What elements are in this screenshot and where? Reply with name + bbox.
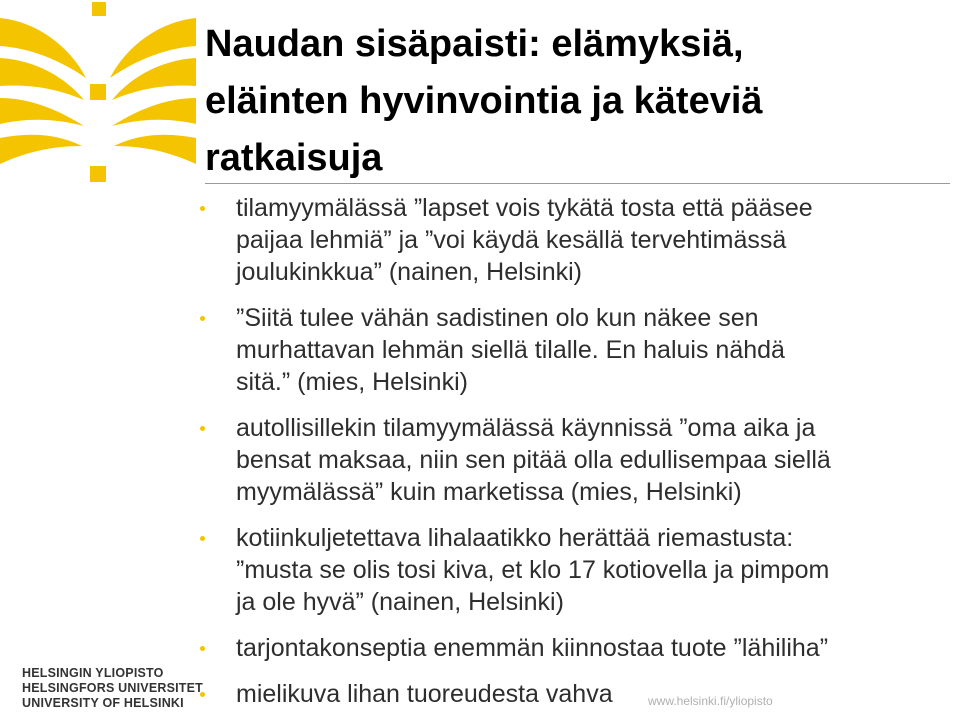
university-flame-logo-icon xyxy=(0,0,200,200)
bullet-line: myymälässä” kuin marketissa (mies, Helsinki) xyxy=(236,478,742,506)
bullet-dot-icon xyxy=(200,536,205,541)
bullet-line: bensat maksaa, niin sen pitää olla edullisempaa siellä xyxy=(236,446,831,474)
bullet-item xyxy=(198,678,958,710)
title-divider xyxy=(205,183,950,184)
title-line: eläinten hyvinvointia ja käteviä xyxy=(205,80,763,122)
bullet-line: tarjontakonseptia enemmän kiinnostaa tuote ”lähiliha” xyxy=(236,634,829,662)
bullet-line: ja ole hyvä” (nainen, Helsinki) xyxy=(236,588,564,616)
bullet-line: murhattavan lehmän siellä tilalle. En haluis nähdä xyxy=(236,336,785,364)
bullet-line: paijaa lehmiä” ja ”voi käydä kesällä tervehtimässä xyxy=(236,226,787,254)
university-name-line: HELSINGIN YLIOPISTO xyxy=(22,666,164,680)
bullet-line: tilamyymälässä ”lapset vois tykätä tosta että pääsee xyxy=(236,194,813,222)
bullet-line: mielikuva lihan tuoreudesta vahva xyxy=(236,680,613,708)
bullet-line: joulukinkkua” (nainen, Helsinki) xyxy=(236,258,582,286)
bullet-item xyxy=(198,632,958,664)
bullet-list xyxy=(198,192,958,724)
university-name-line: UNIVERSITY OF HELSINKI xyxy=(22,696,184,710)
title-line: ratkaisuja xyxy=(205,137,383,179)
title-line: Naudan sisäpaisti: elämyksiä, xyxy=(205,23,744,65)
bullet-line: kotiinkuljetettava lihalaatikko herättää riemastusta: xyxy=(236,524,794,552)
bullet-line: autollisillekin tilamyymälässä käynnissä ”oma aika ja xyxy=(236,414,816,442)
university-name-logo xyxy=(22,666,203,711)
slide-title xyxy=(205,16,763,187)
bullet-dot-icon xyxy=(200,426,205,431)
university-name-line: HELSINGFORS UNIVERSITET xyxy=(22,681,204,695)
bullet-line: ”musta se olis tosi kiva, et klo 17 kotiovella ja pimpom xyxy=(236,556,830,584)
bullet-dot-icon xyxy=(200,646,205,651)
footer-url: www.helsinki.fi/yliopisto xyxy=(648,694,773,708)
bullet-line: sitä.” (mies, Helsinki) xyxy=(236,368,468,396)
bullet-dot-icon xyxy=(200,316,205,321)
bullet-item xyxy=(198,412,958,508)
bullet-item xyxy=(198,522,958,618)
bullet-dot-icon xyxy=(200,206,205,211)
bullet-line: ”Siitä tulee vähän sadistinen olo kun näkee sen xyxy=(236,304,759,332)
bullet-item xyxy=(198,302,958,398)
bullet-item xyxy=(198,192,958,288)
